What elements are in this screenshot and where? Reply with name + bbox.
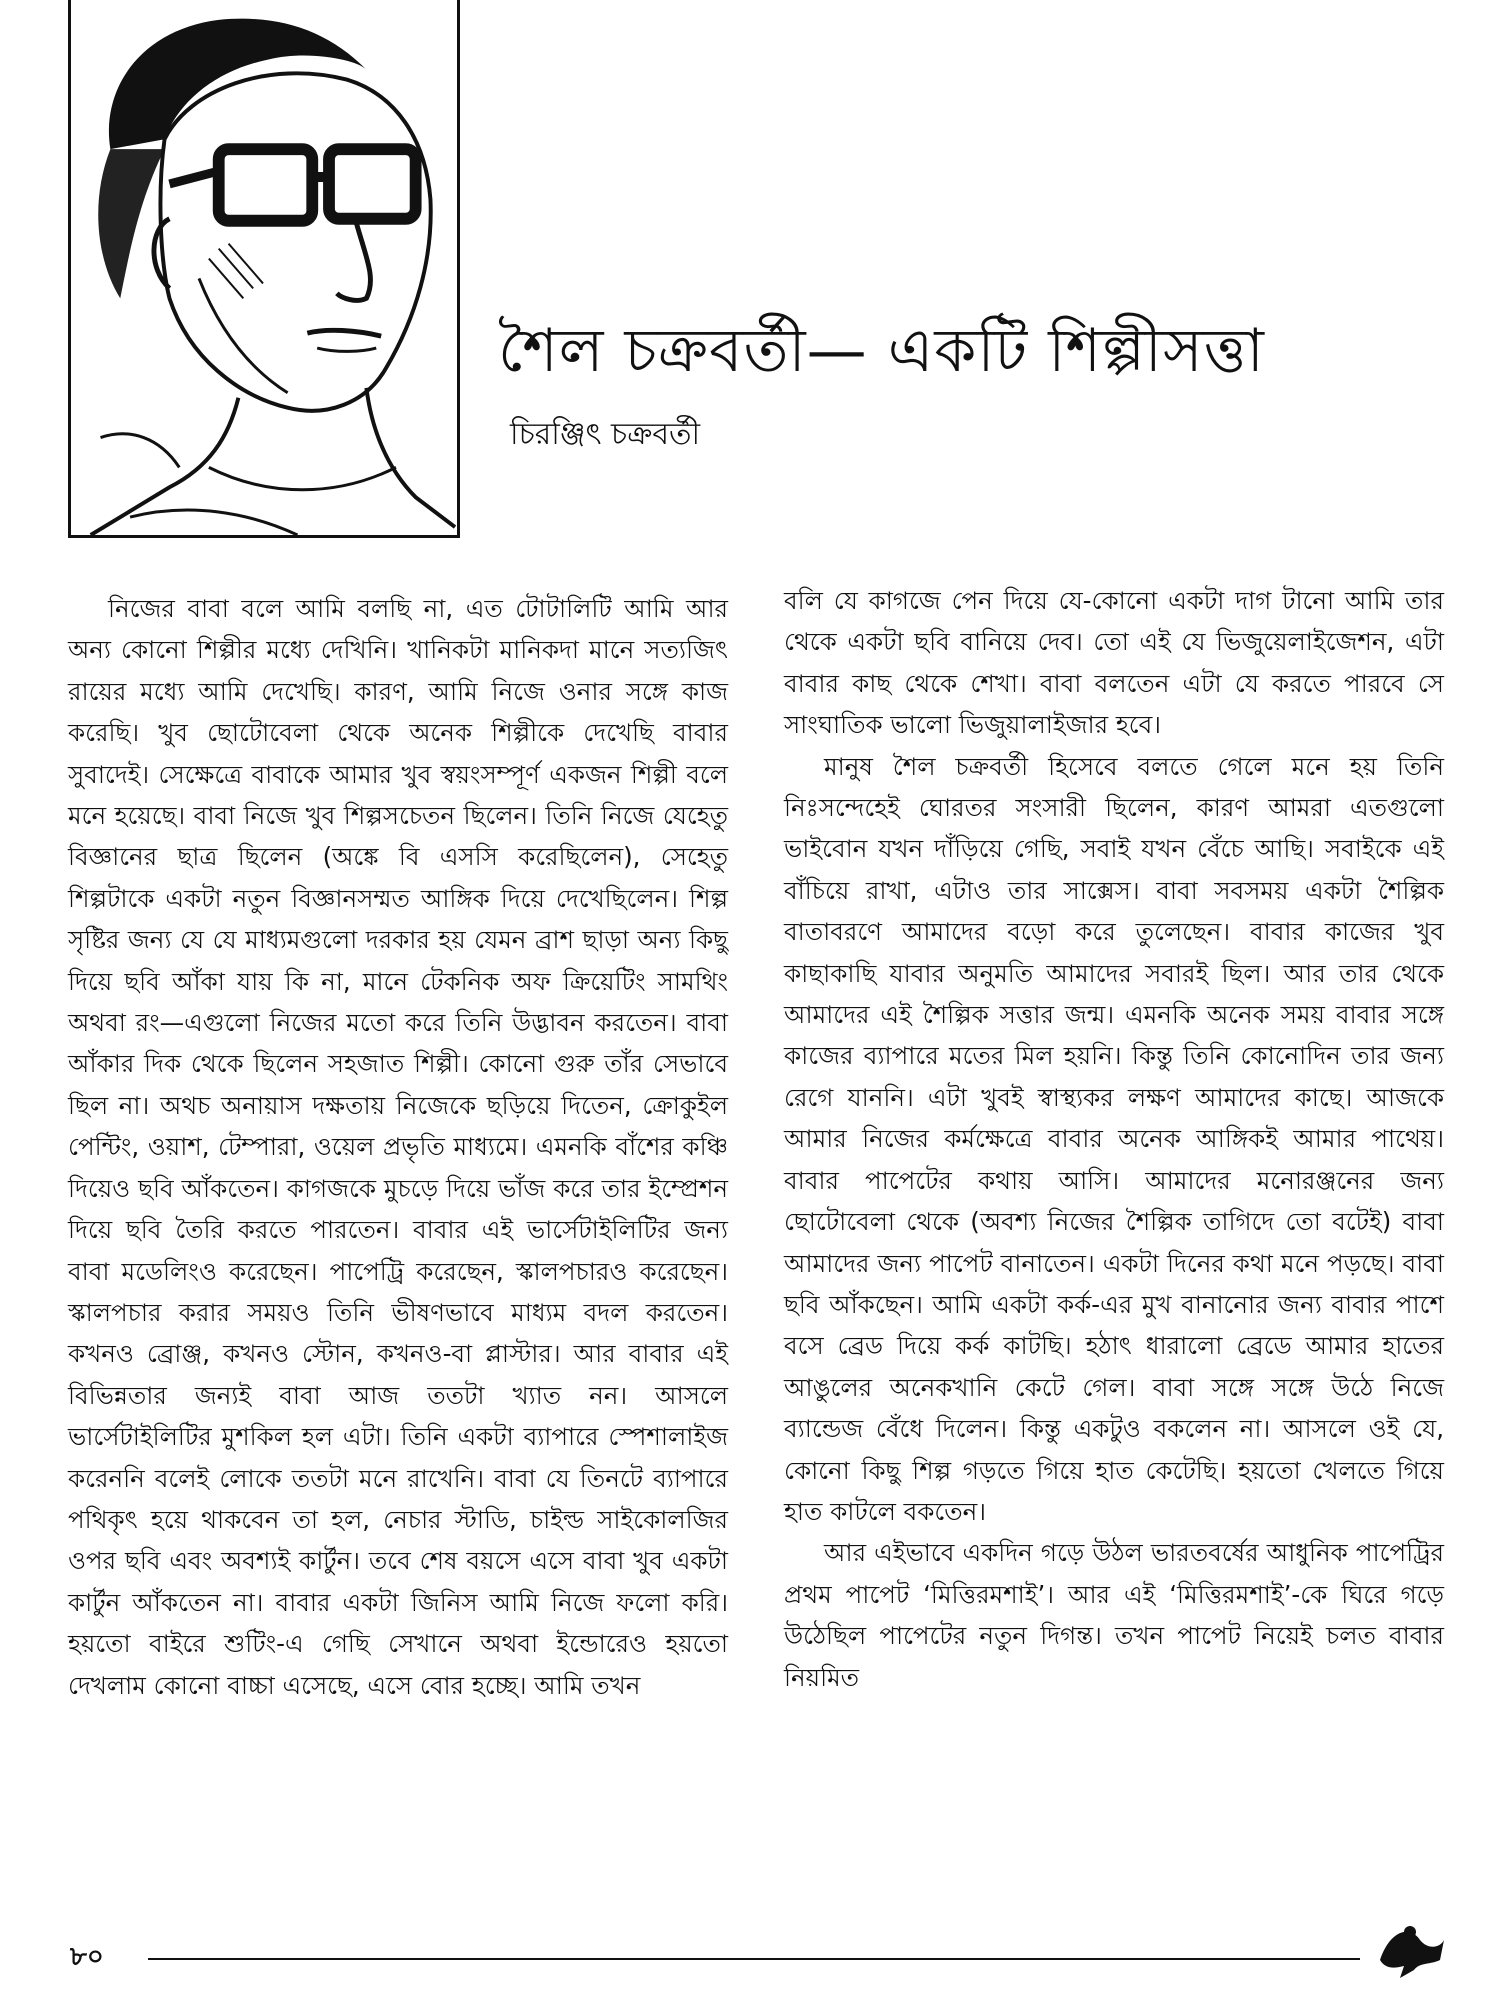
publisher-mark-icon [1370,1920,1446,1982]
footer-divider [148,1958,1360,1960]
portrait-sketch [71,0,457,535]
article-title: শৈল চক্রবর্তী— একটি শিল্পীসত্তা [498,316,1265,386]
author-portrait-illustration [68,0,460,538]
left-text-column [68,588,728,1706]
page-number: ৮০ [70,1942,104,1972]
right-text-column [784,580,1444,1698]
right-paragraph-1: বলি যে কাগজে পেন দিয়ে যে-কোনো একটা দাগ টানো আমি তার থেকে একটা ছবি বানিয়ে দেব। তো এই যে ভিজুয়েলাইজেশন, এটা বাবার কাছ থেকে শেখা। বাবা বলতেন এটা যে করতে পারবে সে সাংঘাতিক ভালো ভিজুয়ালাইজার হবে। [784,586,1444,740]
left-paragraph-1: নিজের বাবা বলে আমি বলছি না, এত টোটালিটি আমি আর অন্য কোনো শিল্পীর মধ্যে দেখিনি। খানিকটা মানিকদা মানে সত্যজিৎ রায়ের মধ্যে আমি দেখেছি। কারণ, আমি নিজে ওনার সঙ্গে কাজ করেছি। খুব ছোটোবেলা থেকে অনেক শিল্পীকে দেখেছি বাবার সুবাদেই। সেক্ষেত্রে বাবাকে আমার খুব স্বয়ংসম্পূর্ণ একজন শিল্পী বলে মনে হয়েছে। বাবা নিজে খুব শিল্পসচেতন ছিলেন। তিনি নিজে যেহেতু বিজ্ঞানের ছাত্র ছিলেন (অঙ্কে বি এসসি করেছিলেন), সেহেতু শিল্পটাকে একটা নতুন বিজ্ঞানসম্মত আঙ্গিক দিয়ে দেখেছিলেন। শিল্প সৃষ্টির জন্য যে যে মাধ্যমগুলো দরকার হয় যেমন ব্রাশ ছাড়া অন্য কিছু দিয়ে ছবি আঁকা যায় কি না, মানে টেকনিক অফ ক্রিয়েটিং সামথিং অথবা রং—এগুলো নিজের মতো করে তিনি উদ্ভাবন করতেন। বাবা আঁকার দিক থেকে ছিলেন সহজাত শিল্পী। কোনো গুরু তাঁর সেভাবে ছিল না। অথচ অনায়াস দক্ষতায় নিজেকে ছড়িয়ে দিতেন, ক্রোকুইল পেন্টিং, ওয়াশ, টেম্পারা, ওয়েল প্রভৃতি মাধ্যমে। এমনকি বাঁশের কঞ্চি দিয়েও ছবি আঁকতেন। কাগজকে মুচড়ে দিয়ে ভাঁজ করে তার ইম্প্রেশন দিয়ে ছবি তৈরি করতে পারতেন। বাবার এই ভার্সেটাইলিটির জন্য বাবা মডেলিংও করেছেন। পাপেট্রি করেছেন, স্কালপচারও করেছেন। স্কালপচার করার সময়ও তিনি ভীষণভাবে মাধ্যম বদল করতেন। কখনও ব্রোঞ্জ, কখনও স্টোন, কখনও-বা প্লাস্টার। আর বাবার এই বিভিন্নতার জন্যই বাবা আজ ততটা খ্যাত নন। আসলে ভার্সেটাইলিটির মুশকিল হল এটা। তিনি একটা ব্যাপারে স্পেশালাইজ করেননি বলেই লোকে ততটা মনে রাখেনি। বাবা যে তিনটে ব্যাপারে পথিকৃৎ হয়ে থাকবেন তা হল, নেচার স্টাডি, চাইল্ড সাইকোলজির ওপর ছবি এবং অবশ্যই কার্টুন। তবে শেষ বয়সে এসে বাবা খুব একটা কার্টুন আঁকতেন না। বাবার একটা জিনিস আমি নিজে ফলো করি। হয়তো বাইরে শুটিং-এ গেছি সেখানে অথবা ইন্ডোরেও হয়তো দেখলাম কোনো বাচ্চা এসেছে, এসে বোর হচ্ছে। আমি তখন [68,594,728,1700]
right-paragraph-3: আর এইভাবে একদিন গড়ে উঠল ভারতবর্ষের আধুনিক পাপেট্রির প্রথম পাপেট ‘মিত্তিরমশাই’। আর এই ‘মিত্তিরমশাই’-কে ঘিরে গড়ে উঠেছিল পাপেটের নতুন দিগন্ত। তখন পাপেট নিয়েই চলত বাবার নিয়মিত [784,1538,1444,1692]
right-paragraph-2: মানুষ শৈল চক্রবর্তী হিসেবে বলতে গেলে মনে হয় তিনি নিঃসন্দেহেই ঘোরতর সংসারী ছিলেন, কারণ আমরা এতগুলো ভাইবোন যখন দাঁড়িয়ে গেছি, সবাই যখন বেঁচে আছি। সবাইকে এই বাঁচিয়ে রাখা, এটাও তার সাক্সেস। বাবা সবসময় একটা শৈল্পিক বাতাবরণে আমাদের বড়ো করে তুলেছেন। বাবার কাজের খুব কাছাকাছি যাবার অনুমতি আমাদের সবারই ছিল। আর তার থেকে আমাদের এই শৈল্পিক সত্তার জন্ম। এমনকি অনেক সময় বাবার সঙ্গে কাজের ব্যাপারে মতের মিল হয়নি। কিন্তু তিনি কোনোদিন তার জন্য রেগে যাননি। এটা খুবই স্বাস্থ্যকর লক্ষণ আমাদের কাছে। আজকে আমার নিজের কর্মক্ষেত্রে বাবার অনেক আঙ্গিকই আমার পাথেয়। বাবার পাপেটের কথায় আসি। আমাদের মনোরঞ্জনের জন্য ছোটোবেলা থেকে (অবশ্য নিজের শৈল্পিক তাগিদে তো বটেই) বাবা আমাদের জন্য পাপেট বানাতেন। একটা দিনের কথা মনে পড়ছে। বাবা ছবি আঁকছেন। আমি একটা কর্ক-এর মুখ বানানোর জন্য বাবার পাশে বসে ব্রেড দিয়ে কর্ক কাটছি। হঠাৎ ধারালো ব্রেডে আমার হাতের আঙুলের অনেকখানি কেটে গেল। বাবা সঙ্গে সঙ্গে উঠে নিজে ব্যান্ডেজ বেঁধে দিলেন। কিন্তু একটুও বকলেন না। আসলে ওই যে, কোনো কিছু শিল্প গড়তে গিয়ে হাত কেটেছি। হয়তো খেলতে গিয়ে হাত কাটলে বকতেন। [784,751,1444,1526]
article-author: চিরঞ্জিৎ চক্রবর্তী [510,417,701,452]
